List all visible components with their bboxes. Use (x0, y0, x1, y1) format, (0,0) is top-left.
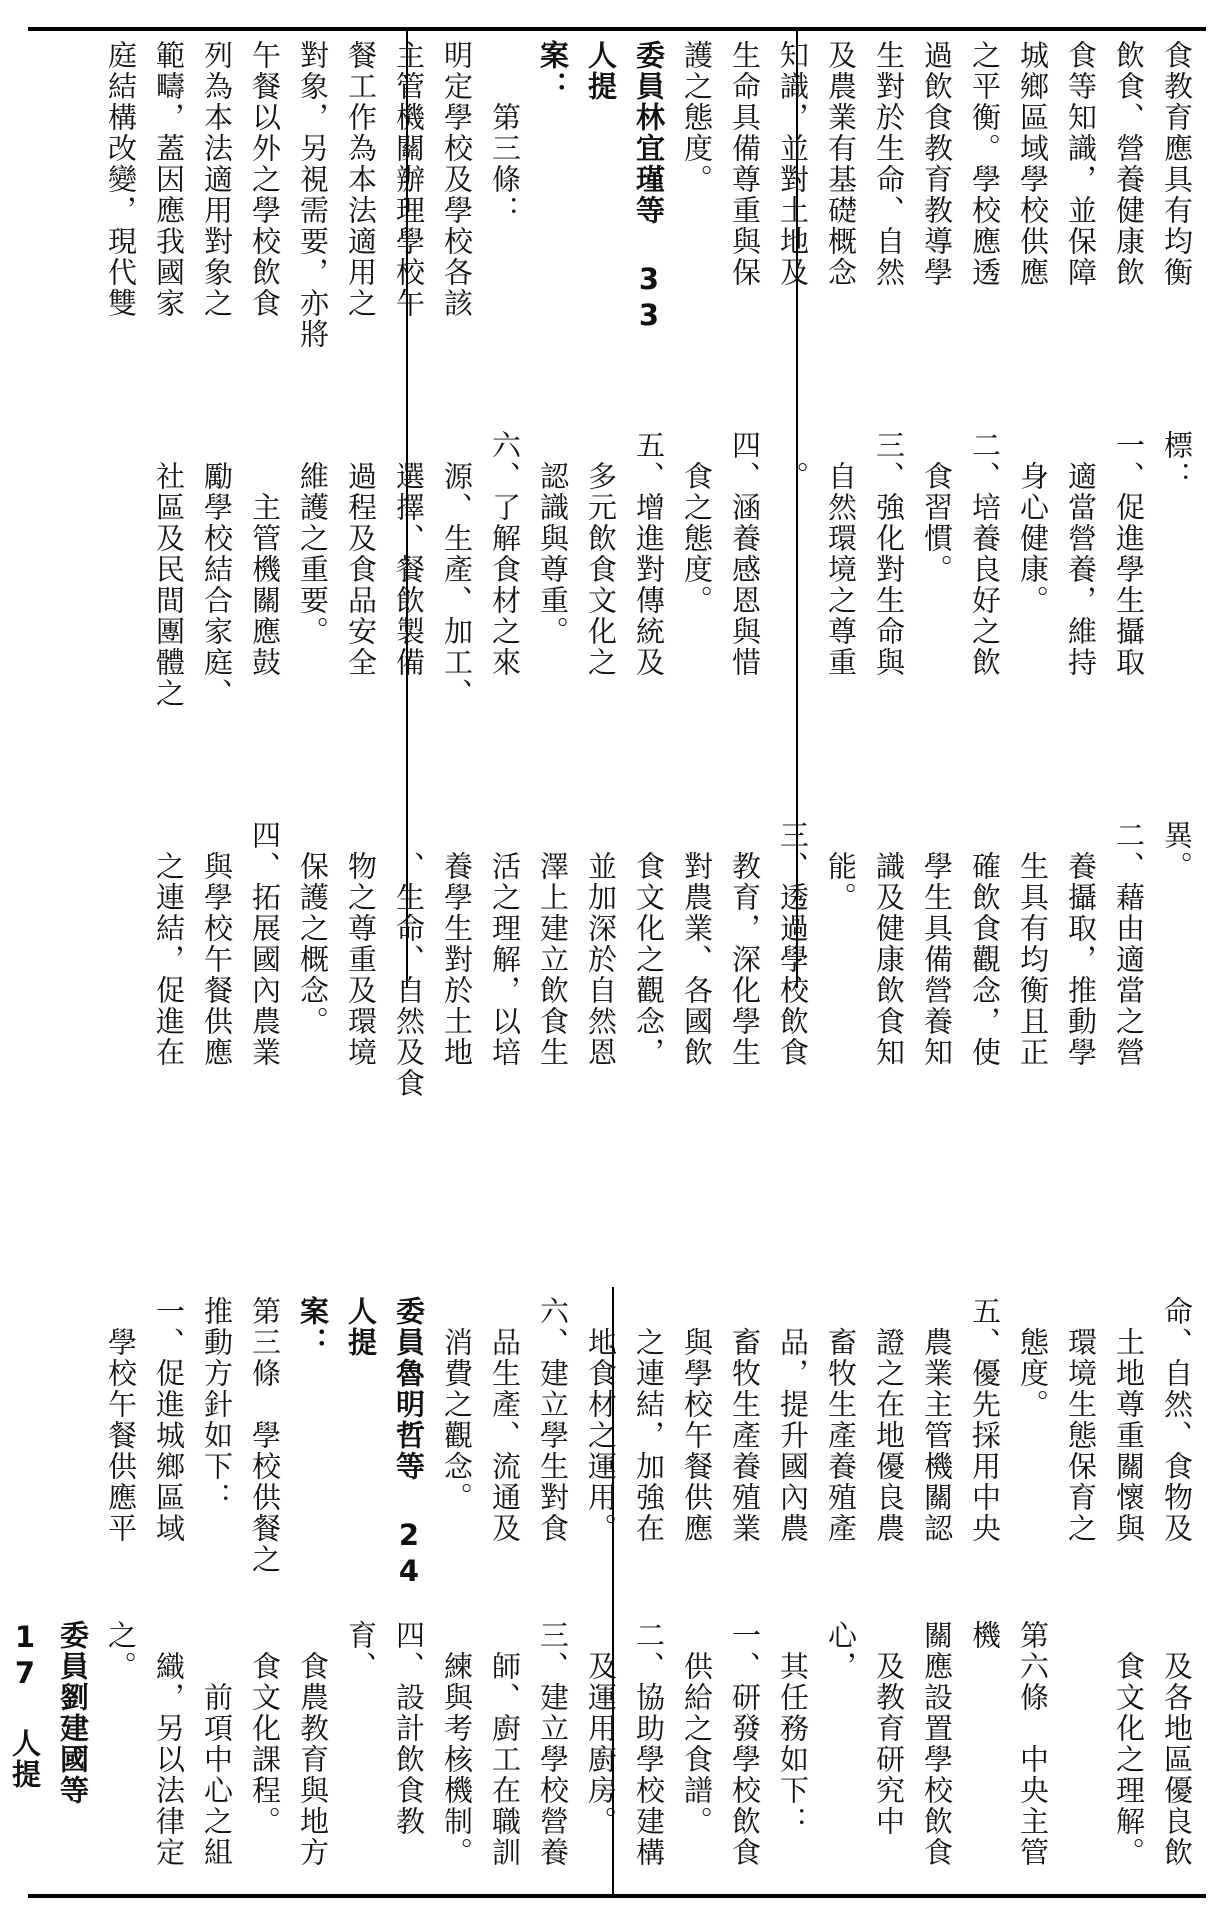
text-line: 食文化課程。 (248, 1620, 282, 1837)
text-line: 師、廚工在職訓 (488, 1620, 522, 1868)
text-line: 養攝取，推動學 (1064, 820, 1098, 1068)
text-line: 維護之重要。 (296, 430, 330, 647)
text-line: 委員林宜瑾等 33 人提 (584, 40, 666, 334)
text-line: 三、透過學校飲食 (776, 820, 810, 1068)
text-line: 五、增進對傳統及 (632, 430, 666, 678)
text-line: 關應設置學校飲食 (920, 1620, 954, 1868)
text-line: 推動方針如下： (200, 1296, 234, 1513)
text-line: 保護之概念。 (296, 820, 330, 1037)
text-line: 食文化之觀念， (632, 820, 666, 1068)
text-line: 一、促進學生攝取 (1112, 430, 1146, 678)
text-line: 飲食、營養健康飲 (1112, 40, 1146, 288)
text-line: 之連結，促進在 (152, 820, 186, 1068)
text-line: 認識與尊重。 (536, 430, 570, 647)
text-line: 與學校午餐供應 (200, 820, 234, 1068)
text-line: 地食材之運用。 (584, 1296, 618, 1544)
text-line: 食教育應具有均衡 (1160, 40, 1194, 288)
text-line: 畜牧生產養殖業 (728, 1296, 762, 1544)
text-line: 教育，深化學生 (728, 820, 762, 1068)
text-line: 庭結構改變，現代雙 (104, 40, 138, 319)
text-line: 及教育研究中心， (824, 1620, 906, 1837)
text-line: 並加深於自然恩 (584, 820, 618, 1068)
text-line: 澤上建立飲食生 (536, 820, 570, 1068)
upper-left-column (41, 820, 1201, 1180)
text-line: 之連結，加強在 (632, 1296, 666, 1544)
text-line: 餐工作為本法適用之 (344, 40, 378, 319)
text-line: 案： (536, 40, 570, 102)
text-line: 標： (1160, 430, 1194, 492)
text-line: 過程及食品安全 (344, 430, 378, 678)
text-line: 生具有均衡且正 (1016, 820, 1050, 1068)
text-line: 食文化之理解。 (1112, 1620, 1146, 1868)
text-line: 前項中心之組 (200, 1620, 234, 1868)
text-line: 二、培養良好之飲 (968, 430, 1002, 678)
text-line: 對農業、各國飲 (680, 820, 714, 1068)
text-line: 選擇、餐飲製備 (392, 430, 426, 678)
text-line: 五、優先採用中央 (968, 1296, 1002, 1544)
top-rule (28, 27, 1206, 31)
text-line: 、生命、自然及食 (392, 820, 426, 1099)
text-line: 學生具備營養知 (920, 820, 954, 1068)
text-line: 養學生對於土地 (440, 820, 474, 1068)
text-line: 土地尊重關懷與 (1112, 1296, 1146, 1544)
text-line: 委員劉建國等 17 人提 (8, 1620, 90, 1806)
text-line: 四、涵養感恩與惜 (728, 430, 762, 678)
text-line: 活之理解，以培 (488, 820, 522, 1068)
text-line: 委員魯明哲等 24 人提 (344, 1296, 426, 1590)
upper-middle-column (41, 430, 1201, 790)
text-line: 過飲食教育教導學 (920, 40, 954, 288)
text-line: 自然環境之尊重 (824, 430, 858, 678)
text-line: 與學校午餐供應 (680, 1296, 714, 1544)
text-line: 列為本法適用對象之 (200, 40, 234, 319)
text-line: 多元飲食文化之 (584, 430, 618, 678)
text-line: 消費之觀念。 (440, 1296, 474, 1513)
text-line: 及各地區優良飲 (1160, 1620, 1194, 1868)
text-line: 二、藉由適當之營 (1112, 820, 1146, 1068)
text-line: 適當營養，維持 (1064, 430, 1098, 678)
text-line: 異。 (1160, 820, 1194, 882)
text-line: 四、拓展國內農業 (248, 820, 282, 1068)
text-line: 命、自然、食物及 (1160, 1296, 1194, 1544)
text-line: 知識，並對土地及 (776, 40, 810, 288)
text-line: 六、建立學生對食 (536, 1296, 570, 1544)
text-line: 主管機關應鼓 (248, 430, 282, 678)
text-line: 及農業有基礎概念 (824, 40, 858, 288)
text-line: 第三條 學校供餐之 (248, 1296, 282, 1575)
lower-right-column (41, 1296, 1201, 1596)
text-line: 城鄉區域學校供應 (1016, 40, 1050, 288)
text-line: 食習慣。 (920, 430, 954, 585)
text-line: 主管機關辦理學校午 (392, 40, 426, 319)
text-line: 識及健康飲食知 (872, 820, 906, 1068)
text-line: 一、促進城鄉區域 (152, 1296, 186, 1544)
text-line: 織，另以法律定之。 (104, 1620, 186, 1868)
text-line: 態度。 (1016, 1296, 1050, 1420)
text-line: 四、設計飲食教育、 (344, 1620, 426, 1837)
text-line: 源、生產、加工、 (440, 430, 474, 709)
text-line: 物之尊重及環境 (344, 820, 378, 1068)
text-line: 生對於生命、自然 (872, 40, 906, 288)
text-line: 社區及民間團體之 (152, 430, 186, 709)
text-line: 範疇，蓋因應我國家 (152, 40, 186, 319)
text-line: 食之態度。 (680, 430, 714, 616)
text-line: 供給之食譜。 (680, 1620, 714, 1837)
text-line: 護之態度。 (680, 40, 714, 195)
text-line: 證之在地優良農 (872, 1296, 906, 1544)
text-line: 三、強化對生命與 (872, 430, 906, 678)
text-line: 第六條 中央主管機 (968, 1620, 1050, 1868)
text-line: 對象，另視需要，亦將 (296, 40, 330, 350)
upper-right-column (41, 40, 1201, 400)
text-line: 案： (296, 1296, 330, 1358)
text-line: 。 (776, 430, 810, 492)
text-line: 食農教育與地方 (296, 1620, 330, 1868)
text-line: 能。 (824, 820, 858, 913)
text-line: 學校午餐供應平 (104, 1296, 138, 1544)
lower-left-column (8, 1620, 1201, 1890)
text-line: 畜牧生產養殖產 (824, 1296, 858, 1544)
text-line: 確飲食觀念，使 (968, 820, 1002, 1068)
text-line: 及運用廚房。 (584, 1620, 618, 1837)
text-line: 農業主管機關認 (920, 1296, 954, 1544)
text-line: 環境生態保育之 (1064, 1296, 1098, 1544)
text-line: 二、協助學校建構 (632, 1620, 666, 1868)
text-line: 之平衡。學校應透 (968, 40, 1002, 288)
text-line: 勵學校結合家庭、 (200, 430, 234, 709)
bottom-rule (28, 1894, 1206, 1898)
text-line: 三、建立學校營養 (536, 1620, 570, 1868)
text-line: 品，提升國內農 (776, 1296, 810, 1544)
text-line: 一、研發學校飲食 (728, 1620, 762, 1868)
text-line: 生命具備尊重與保 (728, 40, 762, 288)
text-line: 六、了解食材之來 (488, 430, 522, 678)
text-line: 練與考核機制。 (440, 1620, 474, 1868)
text-line: 其任務如下： (776, 1620, 810, 1837)
text-line: 身心健康。 (1016, 430, 1050, 616)
text-line: 食等知識，並保障 (1064, 40, 1098, 288)
text-line: 第三條： (488, 40, 522, 226)
text-line: 明定學校及學校各該 (440, 40, 474, 319)
text-line: 品生產、流通及 (488, 1296, 522, 1544)
text-line: 午餐以外之學校飲食 (248, 40, 282, 319)
